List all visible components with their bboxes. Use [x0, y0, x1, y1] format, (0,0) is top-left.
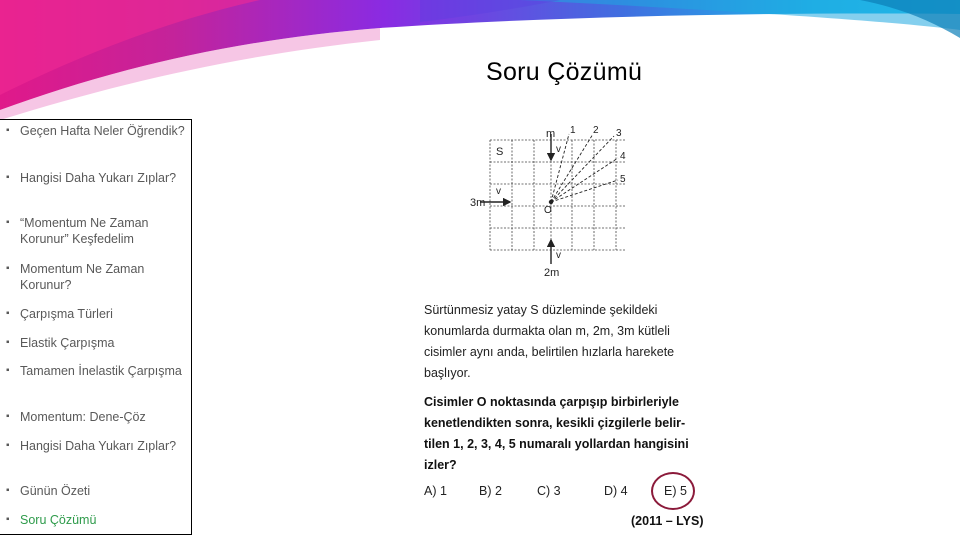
- question-line: konumlarda durmakta olan m, 2m, 3m kütleli: [424, 324, 670, 338]
- agenda-sidebar: [0, 119, 192, 535]
- agenda-item[interactable]: ▪ “Momentum Ne Zaman Korunur” Keşfedelim: [6, 216, 149, 246]
- choice-c[interactable]: C) 3: [537, 484, 561, 498]
- velocity-label-left: v: [496, 186, 501, 197]
- question-line: cisimler aynı anda, belirtilen hızlarla harekete: [424, 345, 675, 359]
- region-label: S: [496, 146, 504, 158]
- question-line: başlıyor.: [424, 366, 471, 380]
- bullet-icon: ▪: [6, 440, 10, 451]
- origin-label: O: [544, 205, 552, 216]
- bullet-icon: ▪: [6, 308, 10, 319]
- choice-d[interactable]: D) 4: [604, 484, 628, 498]
- collision-diagram: [466, 122, 636, 282]
- agenda-item-active[interactable]: ▪ Soru Çözümü: [6, 513, 97, 527]
- origin-point: [549, 200, 553, 204]
- question-source: (2011 – LYS): [631, 514, 704, 528]
- agenda-item[interactable]: ▪ Çarpışma Türleri: [6, 307, 113, 321]
- agenda-item[interactable]: ▪ Momentum: Dene-Çöz: [6, 410, 146, 424]
- bullet-icon: ▪: [6, 172, 10, 183]
- path-label-2: 2: [593, 125, 599, 136]
- agenda-item[interactable]: ▪ Geçen Hafta Neler Öğrendik?: [6, 124, 185, 138]
- question-line: Sürtünmesiz yatay S düzleminde şekildeki: [424, 303, 658, 317]
- header-banner: [0, 0, 960, 120]
- choice-e[interactable]: E) 5: [664, 484, 687, 498]
- question-bold-line: izler?: [424, 458, 457, 472]
- agenda-item[interactable]: ▪ Günün Özeti: [6, 484, 91, 498]
- bullet-icon: ▪: [6, 411, 10, 422]
- mass-bottom-label: 2m: [544, 267, 560, 279]
- path-label-5: 5: [620, 174, 626, 185]
- grid: [490, 140, 626, 250]
- bullet-icon: ▪: [6, 337, 10, 348]
- bullet-icon: ▪: [6, 365, 10, 376]
- slide-title: Soru Çözümü: [486, 57, 643, 86]
- path-lines: [551, 134, 618, 202]
- bullet-icon: ▪: [6, 485, 10, 496]
- answer-highlight-circle: [651, 472, 695, 510]
- bullet-icon: ▪: [6, 514, 10, 525]
- question-bold-line: kenetlendikten sonra, kesikli çizgilerle belir-: [424, 416, 686, 430]
- mass-left-label: 3m: [470, 197, 486, 209]
- path-label-1: 1: [570, 125, 576, 136]
- choice-b[interactable]: B) 2: [479, 484, 502, 498]
- agenda-item[interactable]: ▪ Tamamen İnelastik Çarpışma: [6, 364, 182, 378]
- agenda-item[interactable]: ▪ Hangisi Daha Yukarı Zıplar?: [6, 439, 177, 453]
- question-bold-line: tilen 1, 2, 3, 4, 5 numaralı yollardan hangisini: [424, 437, 689, 451]
- velocity-label-top: v: [556, 144, 561, 155]
- path-label-3: 3: [616, 128, 622, 139]
- velocity-label-bottom: v: [556, 250, 561, 261]
- bullet-icon: ▪: [6, 263, 10, 274]
- choice-a[interactable]: A) 1: [424, 484, 447, 498]
- path-label-4: 4: [620, 151, 626, 162]
- question-bold-line: Cisimler O noktasında çarpışıp birbirleriyle: [424, 395, 679, 409]
- bullet-icon: ▪: [6, 125, 10, 136]
- mass-top-label: m: [546, 128, 556, 140]
- agenda-item[interactable]: ▪ Elastik Çarpışma: [6, 336, 115, 350]
- bullet-icon: ▪: [6, 217, 10, 228]
- agenda-item[interactable]: ▪ Momentum Ne Zaman Korunur?: [6, 262, 145, 292]
- agenda-item[interactable]: ▪ Hangisi Daha Yukarı Zıplar?: [6, 171, 177, 185]
